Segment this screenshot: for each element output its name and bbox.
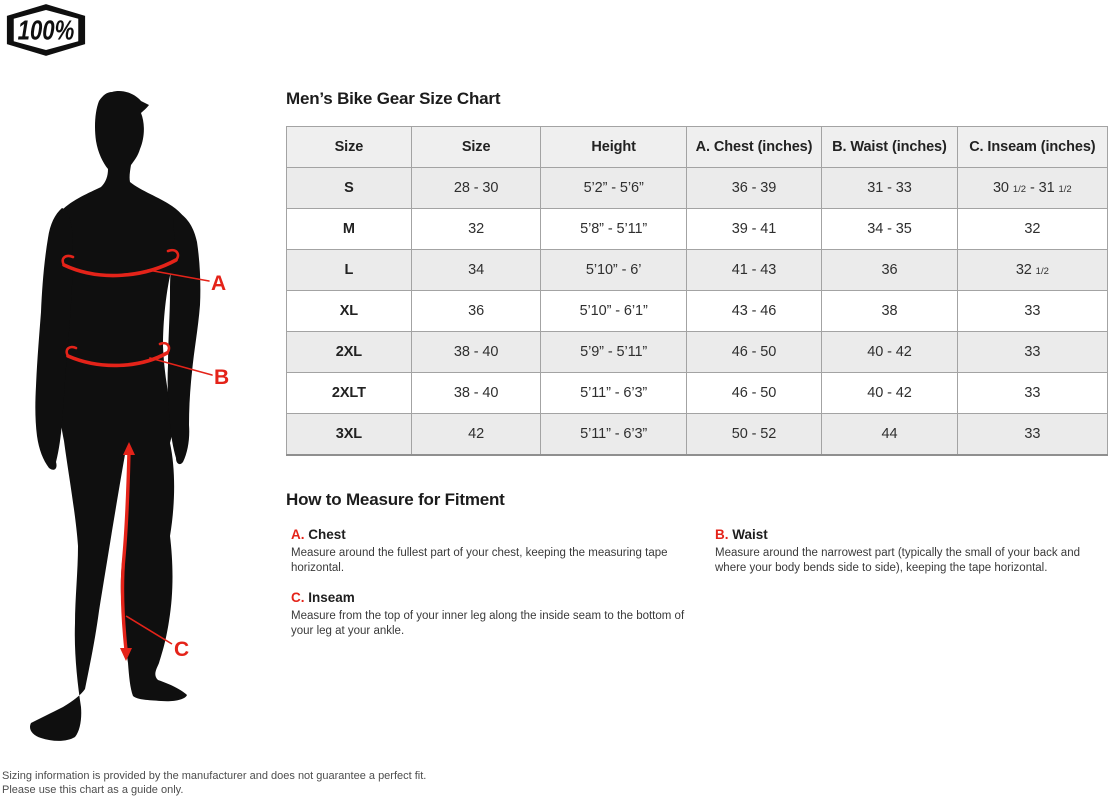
column-header: Size <box>287 127 412 168</box>
size-table-cell: 33 <box>957 291 1107 332</box>
size-table-cell: 33 <box>957 373 1107 414</box>
size-table-cell: XL <box>287 291 412 332</box>
size-table-row <box>287 291 1108 332</box>
size-table-cell: 40 - 42 <box>822 373 957 414</box>
size-table-row <box>287 332 1108 373</box>
measure-chest-name: Chest <box>308 527 346 542</box>
size-table-header <box>287 127 1108 168</box>
size-table-cell: 34 - 35 <box>822 209 957 250</box>
size-table-cell: S <box>287 168 412 209</box>
main-content <box>286 90 1108 639</box>
measure-waist-text: Measure around the narrowest part (typically the small of your back and where your body bends side to side), keeping the tape horizontal. <box>715 547 1080 574</box>
size-table-row <box>287 250 1108 291</box>
measure-section-waist <box>715 527 1110 576</box>
column-header: A. Chest (inches) <box>686 127 821 168</box>
size-table-cell: 5’11” - 6’3” <box>541 373 686 414</box>
size-table-cell: 32 <box>411 209 541 250</box>
size-table-cell: 38 - 40 <box>411 373 541 414</box>
size-table-row <box>287 373 1108 414</box>
size-table-row <box>287 168 1108 209</box>
size-table-cell: 40 - 42 <box>822 332 957 373</box>
size-table-cell: 3XL <box>287 414 412 456</box>
size-table-cell: 50 - 52 <box>686 414 821 456</box>
brand-logo <box>3 2 89 64</box>
column-header: Height <box>541 127 686 168</box>
size-table-cell: 36 <box>822 250 957 291</box>
size-table-cell: 39 - 41 <box>686 209 821 250</box>
measure-inseam-name: Inseam <box>308 590 355 605</box>
size-table-cell: 5’10” - 6’1” <box>541 291 686 332</box>
size-table-cell: 34 <box>411 250 541 291</box>
silhouette-figure <box>0 85 240 745</box>
size-table-cell: 31 - 33 <box>822 168 957 209</box>
measure-section-title: How to Measure for Fitment <box>286 490 505 509</box>
size-table-cell: 5’8” - 5’11” <box>541 209 686 250</box>
measurement-figure <box>0 85 240 750</box>
logo-100-percent-icon <box>3 2 89 59</box>
measure-section-chest <box>291 527 691 576</box>
size-chart-title: Men’s Bike Gear Size Chart <box>286 89 501 108</box>
measure-chest-letter: A. <box>291 527 305 542</box>
measure-waist-heading <box>715 527 1110 542</box>
disclaimer-line-1: Sizing information is provided by the manufacturer and does not guarantee a perfect fit. <box>2 770 427 782</box>
size-table-cell: 38 <box>822 291 957 332</box>
label-a: A <box>211 272 227 295</box>
label-b: B <box>214 366 230 389</box>
size-table-cell: 36 - 39 <box>686 168 821 209</box>
column-header: B. Waist (inches) <box>822 127 957 168</box>
size-table-cell: 5’2” - 5’6” <box>541 168 686 209</box>
size-table-cell: 32 1/2 <box>957 250 1107 291</box>
size-table-cell: 36 <box>411 291 541 332</box>
size-table-cell: 5’10” - 6’ <box>541 250 686 291</box>
measure-inseam-text: Measure from the top of your inner leg along the inside seam to the bottom of your leg at your ankle. <box>291 610 685 637</box>
measure-chest-text: Measure around the fullest part of your chest, keeping the measuring tape horizontal. <box>291 547 668 574</box>
size-table-cell: 33 <box>957 332 1107 373</box>
label-c: C <box>174 638 190 661</box>
size-table-cell: 44 <box>822 414 957 456</box>
size-table-cell: 2XL <box>287 332 412 373</box>
measure-chest-heading <box>291 527 691 542</box>
logo-text: 100% <box>17 14 75 46</box>
size-table-row <box>287 414 1108 456</box>
size-table-row <box>287 209 1108 250</box>
column-header: C. Inseam (inches) <box>957 127 1107 168</box>
size-table-cell: 2XLT <box>287 373 412 414</box>
size-table-cell: M <box>287 209 412 250</box>
size-table-cell: 38 - 40 <box>411 332 541 373</box>
disclaimer-line-2: Please use this chart as a guide only. <box>2 784 184 796</box>
measure-section-inseam <box>291 590 691 639</box>
size-table-cell: 42 <box>411 414 541 456</box>
measure-inseam-letter: C. <box>291 590 305 605</box>
size-table-cell: 46 - 50 <box>686 373 821 414</box>
size-table-cell: 5’9” - 5’11” <box>541 332 686 373</box>
measure-inseam-heading <box>291 590 691 605</box>
measure-instructions <box>291 527 1108 639</box>
size-table-cell: 43 - 46 <box>686 291 821 332</box>
size-table-cell: 32 <box>957 209 1107 250</box>
size-table-cell: 33 <box>957 414 1107 456</box>
size-table-cell: 5’11” - 6’3” <box>541 414 686 456</box>
size-table-cell: 41 - 43 <box>686 250 821 291</box>
measure-waist-name: Waist <box>732 527 768 542</box>
disclaimer <box>2 769 426 797</box>
measure-waist-letter: B. <box>715 527 729 542</box>
size-table-cell: 30 1/2 - 31 1/2 <box>957 168 1107 209</box>
size-chart-table <box>286 126 1108 456</box>
column-header: Size <box>411 127 541 168</box>
size-table-cell: 46 - 50 <box>686 332 821 373</box>
size-table-cell: L <box>287 250 412 291</box>
size-table-cell: 28 - 30 <box>411 168 541 209</box>
